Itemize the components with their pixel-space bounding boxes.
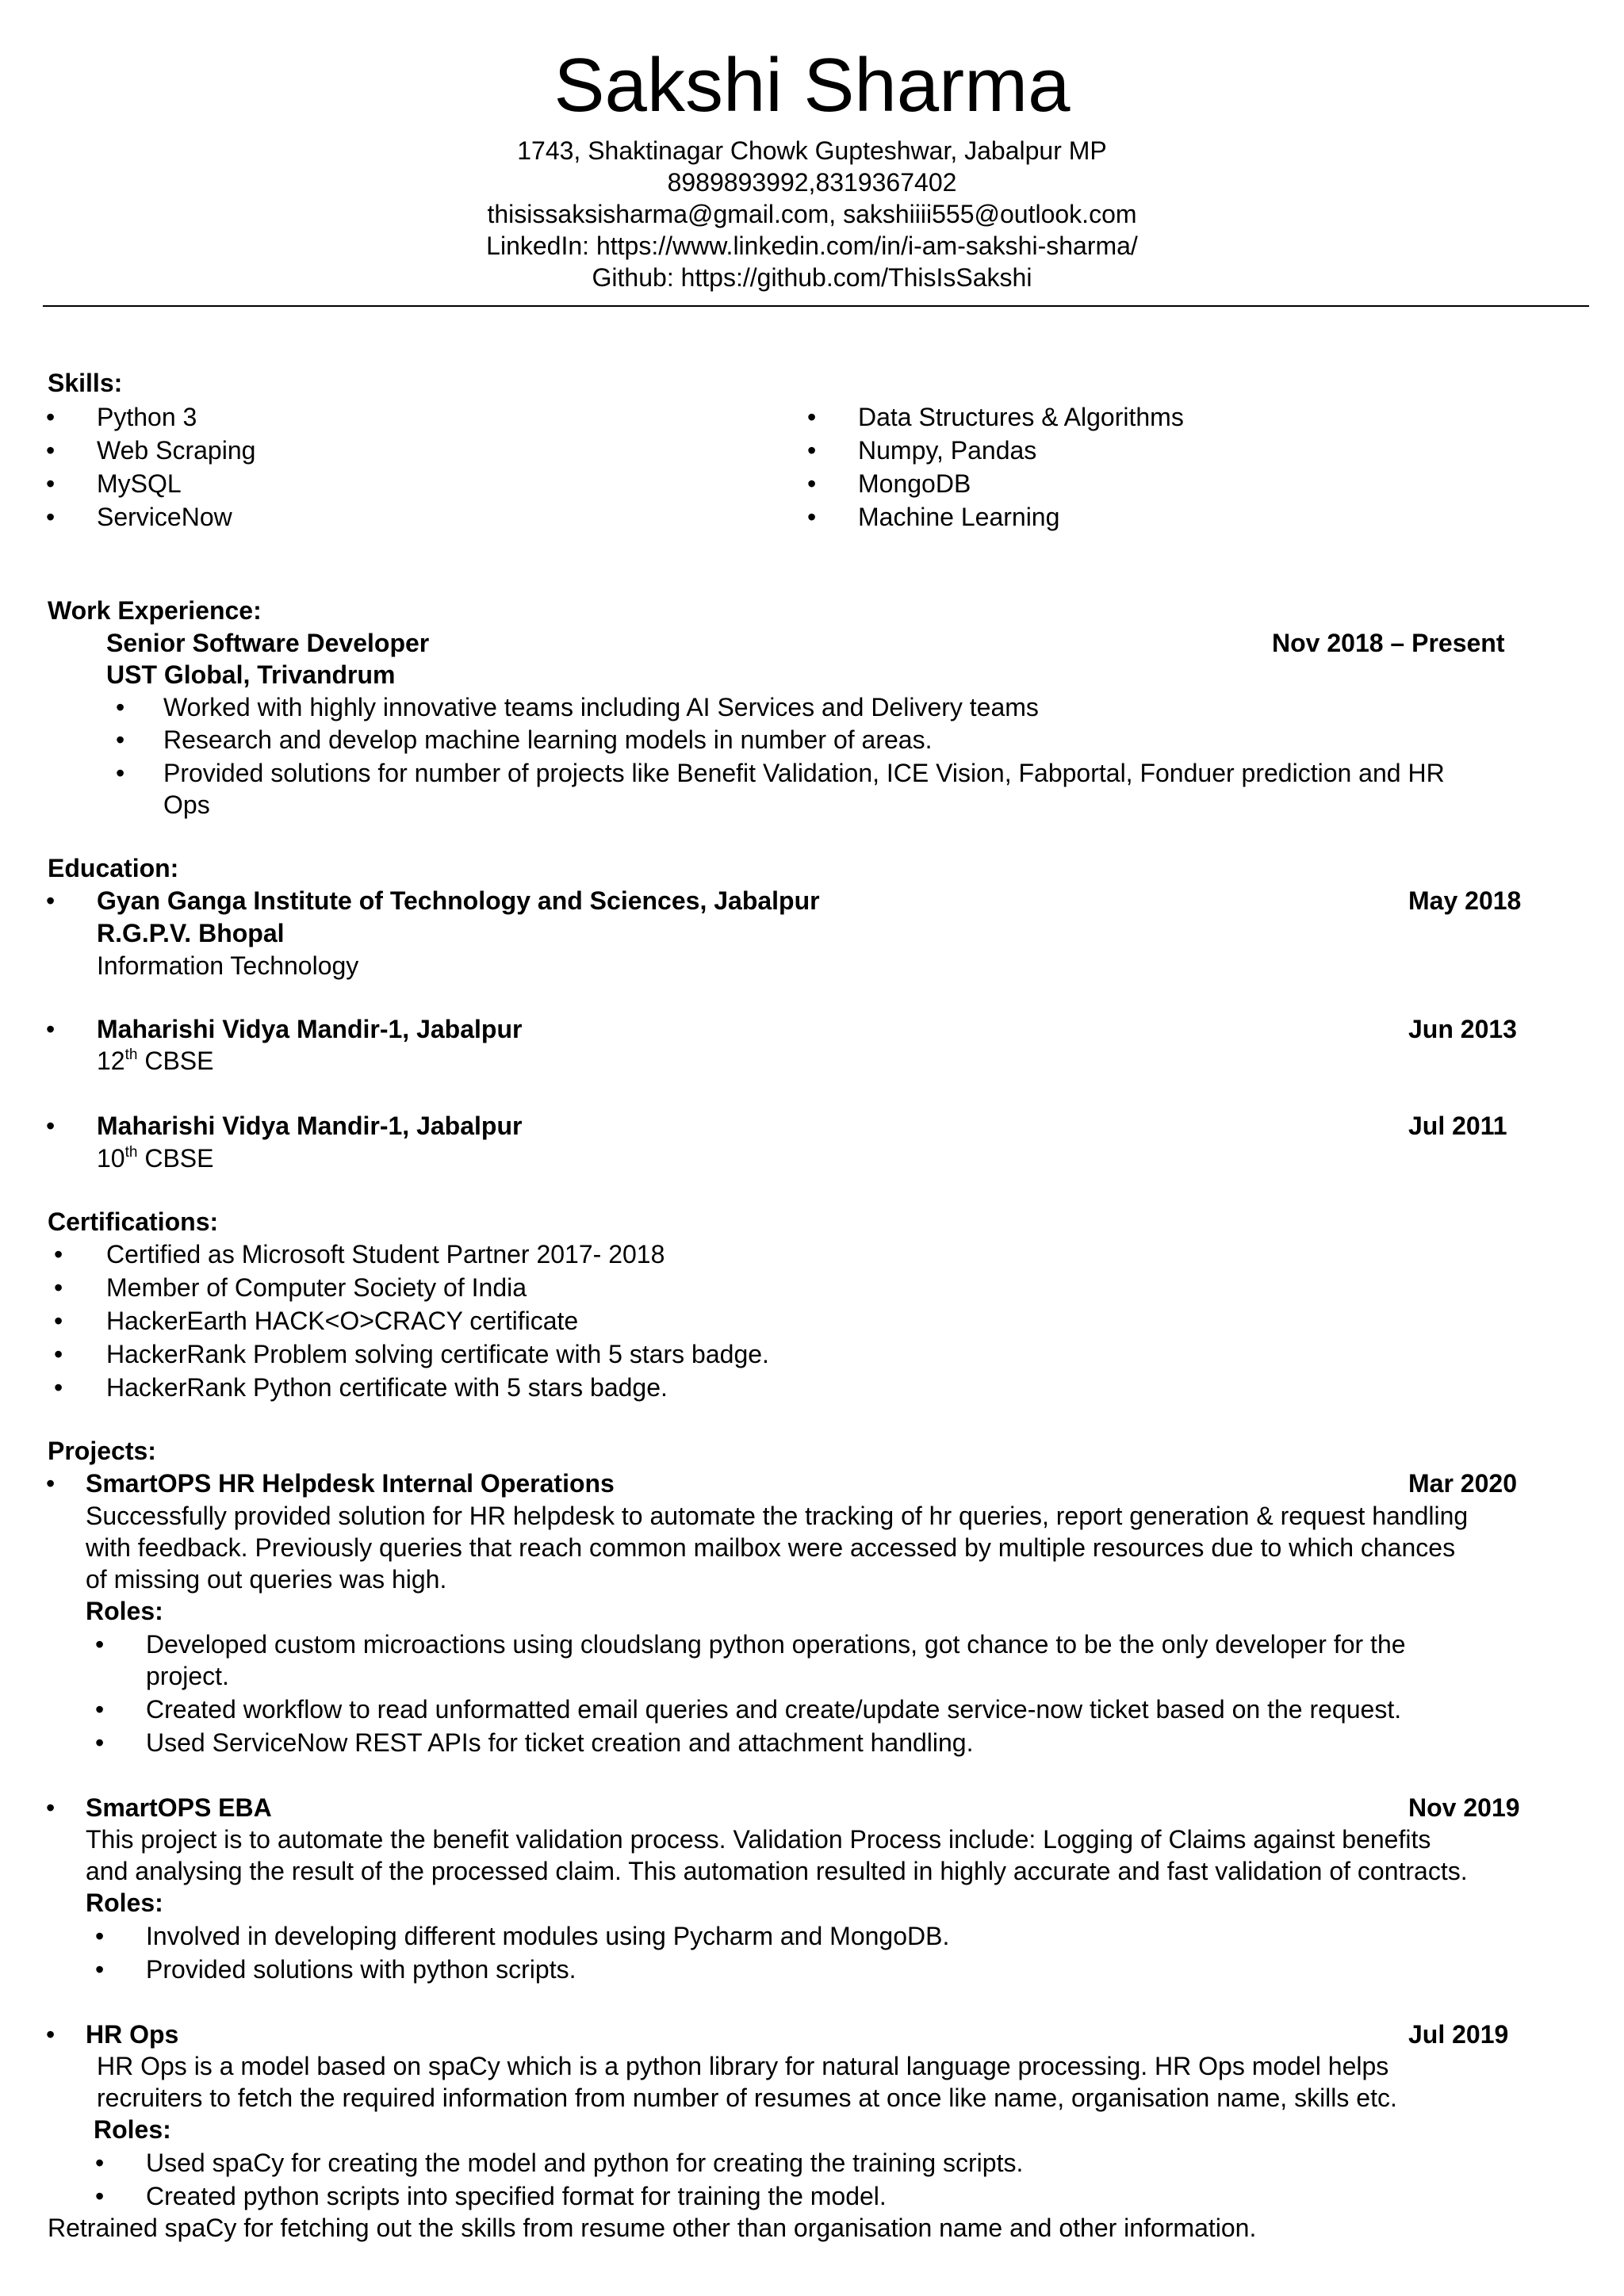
email: thisissaksisharma@gmail.com, sakshiiii555@outlook.com — [487, 200, 1137, 228]
project-desc: This project is to automate the benefit validation process. Validation Process include: Logging of Claims against benefits — [86, 1825, 1431, 1854]
bullet-icon: • — [46, 1015, 56, 1043]
education-heading: Education: — [48, 854, 179, 882]
bullet-icon: • — [54, 1373, 63, 1402]
header-divider — [43, 305, 1589, 307]
skill-item: Machine Learning — [858, 503, 1060, 531]
bullet-icon: • — [46, 403, 56, 431]
bullet-icon: • — [116, 693, 125, 721]
bullet-icon: • — [95, 2149, 105, 2177]
project-desc: and analysing the result of the processed claim. This automation resulted in highly accurate and fast validation of contracts. — [86, 1857, 1468, 1885]
bullet-icon: • — [54, 1340, 63, 1368]
project-desc: recruiters to fetch the required information from number of resumes at once like name, organisation name, skills etc. — [97, 2084, 1397, 2112]
role-item: Used ServiceNow REST APIs for ticket creation and attachment handling. — [146, 1728, 974, 1757]
skill-item: ServiceNow — [97, 503, 232, 531]
work-bullet: Worked with highly innovative teams including AI Services and Delivery teams — [163, 693, 1039, 721]
role-item: Developed custom microactions using cloudslang python operations, got chance to be the only developer for the — [146, 1630, 1406, 1659]
skill-item: MongoDB — [858, 469, 971, 498]
project-desc: with feedback. Previously queries that reach common mailbox were accessed by multiple resources due to which chances — [86, 1533, 1456, 1562]
education-date: May 2018 — [1408, 886, 1522, 915]
bullet-icon: • — [46, 1793, 56, 1822]
project-desc: of missing out queries was high. — [86, 1565, 447, 1594]
project-date: Jul 2019 — [1408, 2020, 1509, 2049]
bullet-icon: • — [54, 1307, 63, 1335]
work-heading: Work Experience: — [48, 596, 262, 625]
role-item-continued: project. — [146, 1662, 229, 1690]
work-bullet-continued: Ops — [163, 790, 210, 819]
skill-item: Numpy, Pandas — [858, 436, 1037, 465]
grade: 12th CBSE — [97, 1047, 214, 1075]
bullet-icon: • — [46, 2020, 56, 2049]
bullet-icon: • — [95, 1922, 105, 1950]
project-title: HR Ops — [86, 2020, 179, 2049]
projects-heading: Projects: — [48, 1437, 156, 1465]
project-title: SmartOPS EBA — [86, 1793, 272, 1822]
school-name: Maharishi Vidya Mandir-1, Jabalpur — [97, 1015, 523, 1043]
certification-item: HackerRank Problem solving certificate with 5 stars badge. — [106, 1340, 769, 1368]
projects-footer-note: Retrained spaCy for fetching out the skills from resume other than organisation name and other information. — [48, 2214, 1257, 2242]
candidate-name: Sakshi Sharma — [553, 43, 1071, 128]
project-title: SmartOPS HR Helpdesk Internal Operations — [86, 1469, 615, 1498]
degree: Information Technology — [97, 951, 359, 980]
bullet-icon: • — [807, 503, 817, 531]
bullet-icon: • — [95, 1728, 105, 1757]
bullet-icon: • — [807, 436, 817, 465]
bullet-icon: • — [46, 1469, 56, 1498]
address: 1743, Shaktinagar Chowk Gupteshwar, Jabalpur MP — [517, 136, 1107, 165]
school-name: Gyan Ganga Institute of Technology and Sciences, Jabalpur — [97, 886, 820, 915]
bullet-icon: • — [46, 469, 56, 498]
phone: 8989893992,8319367402 — [667, 168, 957, 197]
work-bullet: Research and develop machine learning models in number of areas. — [163, 725, 933, 754]
role-item: Created workflow to read unformatted email queries and create/update service-now ticket based on the request. — [146, 1695, 1402, 1724]
school-name: Maharishi Vidya Mandir-1, Jabalpur — [97, 1112, 523, 1140]
linkedin-link[interactable]: LinkedIn: https://www.linkedin.com/in/i-am-sakshi-sharma/ — [486, 232, 1138, 260]
bullet-icon: • — [54, 1273, 63, 1302]
role-item: Involved in developing different modules using Pycharm and MongoDB. — [146, 1922, 950, 1950]
skill-item: Data Structures & Algorithms — [858, 403, 1184, 431]
bullet-icon: • — [46, 503, 56, 531]
roles-label: Roles: — [86, 1597, 163, 1625]
skills-heading: Skills: — [48, 369, 123, 397]
university: R.G.P.V. Bhopal — [97, 919, 285, 947]
education-date: Jul 2011 — [1408, 1112, 1507, 1140]
project-desc: HR Ops is a model based on spaCy which is a python library for natural language processing. HR Ops model helps — [97, 2052, 1389, 2080]
bullet-icon: • — [95, 1695, 105, 1724]
education-date: Jun 2013 — [1408, 1015, 1517, 1043]
bullet-icon: • — [46, 886, 56, 915]
bullet-icon: • — [46, 1112, 56, 1140]
certification-item: HackerEarth HACK<O>CRACY certificate — [106, 1307, 579, 1335]
skill-item: Web Scraping — [97, 436, 256, 465]
bullet-icon: • — [95, 2182, 105, 2210]
bullet-icon: • — [116, 759, 125, 787]
certification-item: Member of Computer Society of India — [106, 1273, 527, 1302]
job-date: Nov 2018 – Present — [1272, 629, 1505, 657]
roles-label: Roles: — [94, 2115, 171, 2144]
bullet-icon: • — [116, 725, 125, 754]
company: UST Global, Trivandrum — [106, 660, 396, 689]
bullet-icon: • — [807, 403, 817, 431]
job-title: Senior Software Developer — [106, 629, 430, 657]
skill-item: MySQL — [97, 469, 182, 498]
role-item: Used spaCy for creating the model and python for creating the training scripts. — [146, 2149, 1024, 2177]
bullet-icon: • — [95, 1955, 105, 1984]
certifications-heading: Certifications: — [48, 1207, 219, 1236]
project-desc: Successfully provided solution for HR helpdesk to automate the tracking of hr queries, report generation & request handling — [86, 1502, 1469, 1530]
certification-item: Certified as Microsoft Student Partner 2017- 2018 — [106, 1240, 665, 1269]
skill-item: Python 3 — [97, 403, 197, 431]
grade: 10th CBSE — [97, 1144, 214, 1173]
certification-item: HackerRank Python certificate with 5 stars badge. — [106, 1373, 668, 1402]
project-date: Nov 2019 — [1408, 1793, 1520, 1822]
bullet-icon: • — [95, 1630, 105, 1659]
work-bullet: Provided solutions for number of projects like Benefit Validation, ICE Vision, Fabportal, Fonduer prediction and HR — [163, 759, 1445, 787]
bullet-icon: • — [807, 469, 817, 498]
role-item: Created python scripts into specified format for training the model. — [146, 2182, 887, 2210]
github-link[interactable]: Github: https://github.com/ThisIsSakshi — [592, 263, 1032, 292]
bullet-icon: • — [46, 436, 56, 465]
role-item: Provided solutions with python scripts. — [146, 1955, 576, 1984]
bullet-icon: • — [54, 1240, 63, 1269]
roles-label: Roles: — [86, 1888, 163, 1917]
project-date: Mar 2020 — [1408, 1469, 1517, 1498]
